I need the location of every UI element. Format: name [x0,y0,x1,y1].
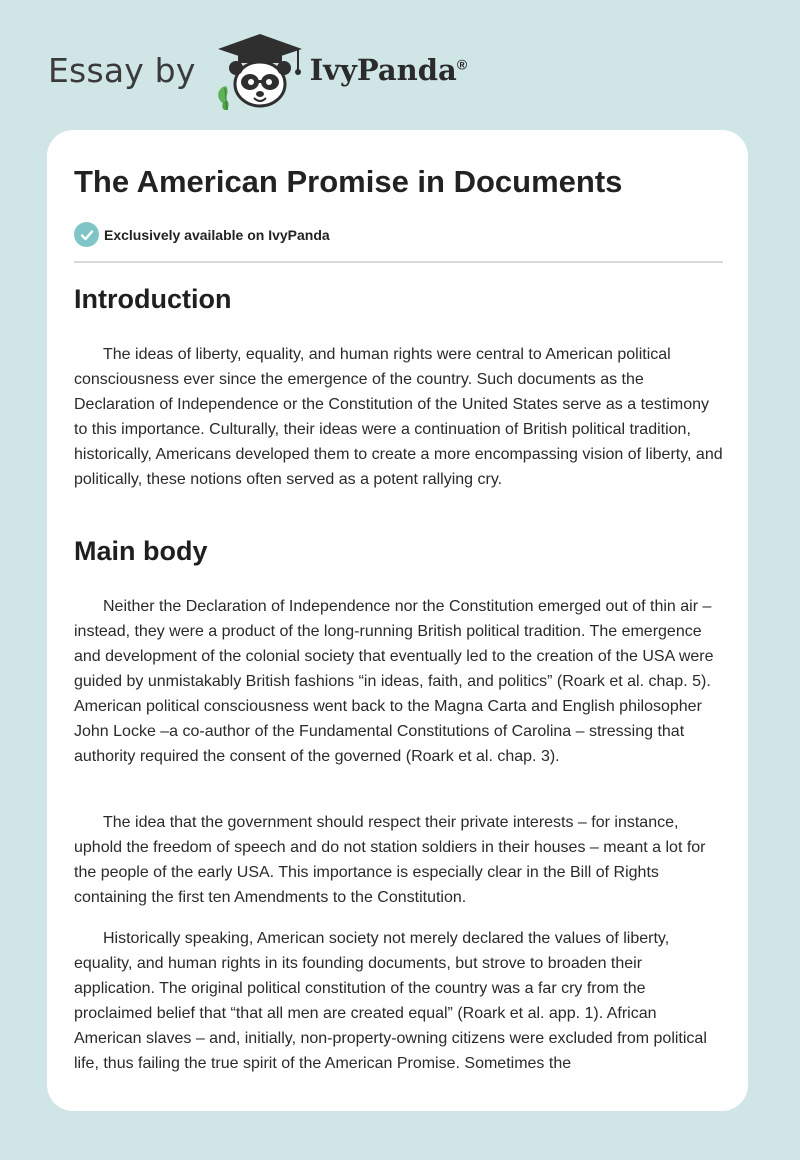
brand-name: IvyPanda® [309,52,468,87]
paragraph: The ideas of liberty, equality, and human rights were central to American political consciousness ever since the emergence of the country. Such documents as the Declaration of Independence or the Constitution of the United States serve as a testimony to this importance. Culturally, their ideas were a continuation of British political tradition, historically, Americans developed them to create a more encompassing vision of liberty, and politically, these notions often served as a potent rallying cry. [74,346,723,488]
section-heading-main-body: Main body [74,536,208,566]
exclusive-badge [74,222,330,247]
exclusive-label: Exclusively available on IvyPanda [104,226,330,243]
section-heading-introduction: Introduction [74,284,232,314]
title-divider [74,261,723,263]
site-logo[interactable] [48,30,467,110]
registered-mark: ® [456,55,468,72]
essay-card [47,130,748,1111]
panda-graduate-icon [212,30,308,110]
paragraph: Neither the Declaration of Independence nor the Constitution emerged out of thin air – instead, they were a product of the long-running British political tradition. The emergence and development of the colonial society that eventually led to the creation of the USA were guided by unmistakably British fashions “in ideas, faith, and politics” (Roark et al. chap. 5). American political consciousness went back to the Magna Carta and English philosopher John Locke –a co-author of the Fundamental Constitutions of Carolina – stressing that authority required the consent of the governed (Roark et al. chap. 3). [74,598,714,765]
paragraph: Historically speaking, American society not merely declared the values of liberty, equality, and human rights in its founding documents, but strove to broaden their application. The original political constitution of the country was a far cry from the proclaimed belief that “that all men are created equal” (Roark et al. app. 1). African American slaves – and, initially, non-property-owning citizens were excluded from political life, thus failing the true spirit of the American Promise. Sometimes the [74,930,707,1072]
paragraph: The idea that the government should respect their private interests – for instance, uphold the freedom of speech and do not station soldiers in their houses – meant a lot for the people of the early USA. This importance is especially clear in the Bill of Rights containing the first ten Amendments to the Constitution. [74,814,706,906]
page-title: The American Promise in Documents [74,164,623,199]
essay-by-label: Essay by [48,50,196,90]
check-icon [74,222,99,247]
